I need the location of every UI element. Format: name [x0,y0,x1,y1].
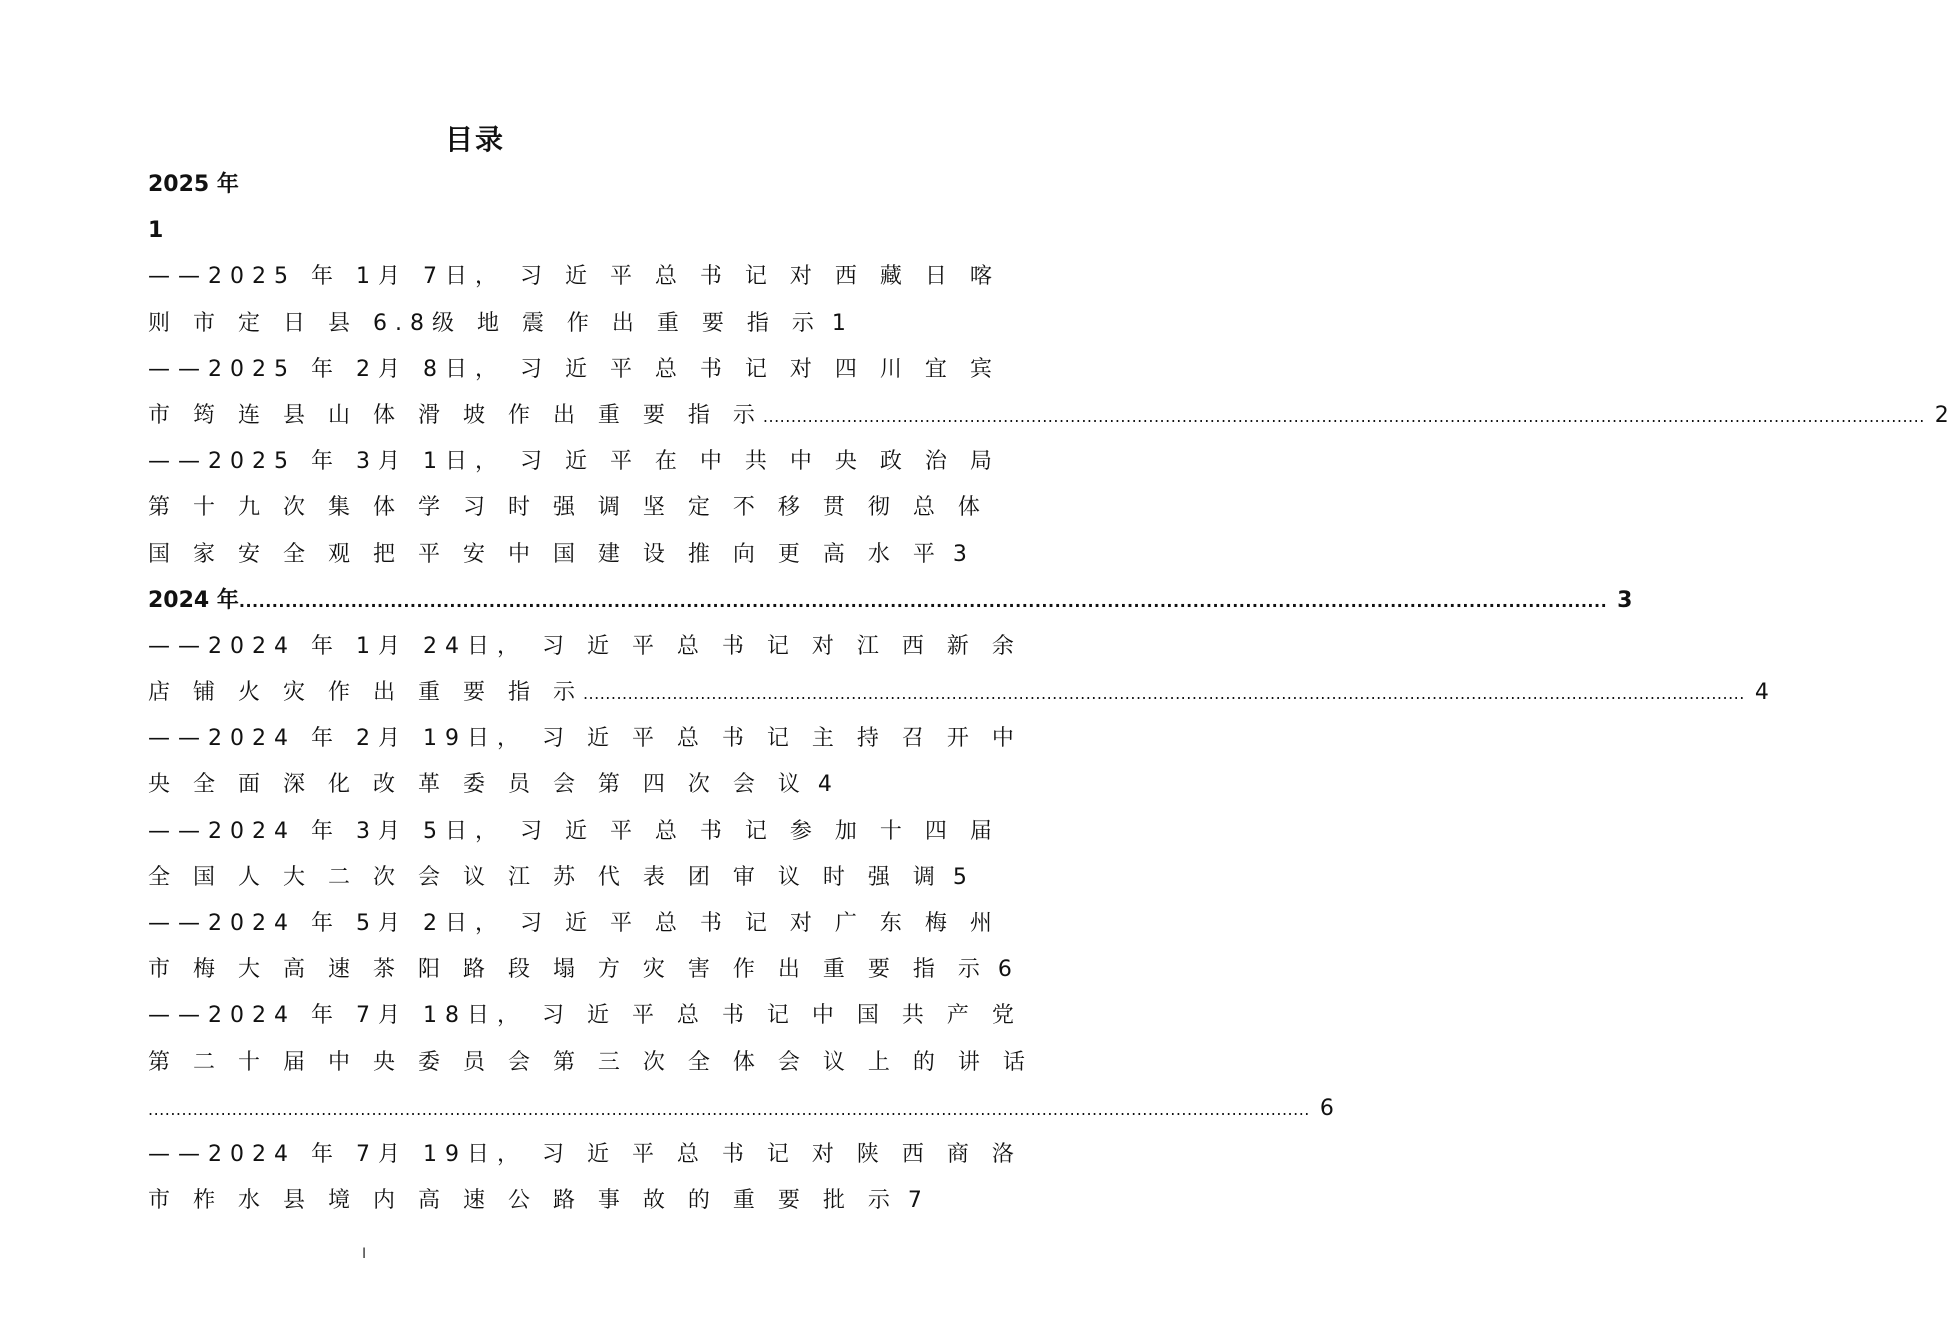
toc-entry-title: 央 全 面 深 化 改 革 委 员 会 第 四 次 会 议 [148,772,808,798]
toc-entry-line[interactable]: ——2024 年 1月 24日， 习 近 平 总 书 记 对 江 西 新 余 [148,633,1022,659]
toc-entry[interactable] [148,301,846,347]
toc-page-number: 3 [952,541,967,567]
toc-entry[interactable] [148,947,1012,993]
toc-page-number: 6 [1319,1095,1334,1121]
toc-entry-line[interactable]: ——2025 年 1月 7日， 习 近 平 总 书 记 对 西 藏 日 喀 [148,264,1000,290]
toc-page-number: 1 [831,310,846,336]
page-number-marker: I [362,1246,367,1262]
toc-entry-line[interactable]: ——2024 年 2月 19日， 习 近 平 总 书 记 主 持 召 开 中 [148,726,1022,752]
toc-entry[interactable] [148,1086,1334,1132]
dot-leader [239,578,1607,624]
toc-entry-title: 店 铺 火 灾 作 出 重 要 指 示 [148,680,583,706]
toc-page-number: 3 [1617,587,1633,613]
toc-entry-title: 则 市 定 日 县 6.8级 地 震 作 出 重 要 指 示 [148,310,822,336]
toc-entry[interactable] [148,855,967,901]
toc-entry-title: 2024 年 [148,587,239,613]
toc-entry-title: 市 柞 水 县 境 内 高 速 公 路 事 故 的 重 要 批 示 [148,1188,898,1214]
dot-leader [583,670,1745,716]
toc-entry[interactable] [148,762,832,808]
toc-entry-line[interactable]: ——2024 年 7月 19日， 习 近 平 总 书 记 对 陕 西 商 洛 [148,1141,1022,1167]
toc-entry-title: 国 家 安 全 观 把 平 安 中 国 建 设 推 向 更 高 水 平 [148,541,943,567]
toc-page-number: 2 [1934,402,1949,428]
toc-page-number: 4 [817,772,832,798]
toc-heading[interactable]: 2025 年 [148,172,239,197]
toc-entry-line[interactable]: ——2024 年 7月 18日， 习 近 平 总 书 记 中 国 共 产 党 [148,1003,1022,1029]
page-title: 目录 [444,123,505,156]
dot-leader [763,393,1925,439]
toc-entry-title: 市 筠 连 县 山 体 滑 坡 作 出 重 要 指 示 [148,402,763,428]
toc-page-number: 4 [1754,680,1769,706]
toc-entry[interactable] [148,393,1949,439]
toc-entry-line[interactable]: ——2025 年 3月 1日， 习 近 平 在 中 共 中 央 政 治 局 [148,449,1000,475]
toc-entry-line[interactable]: ——2024 年 5月 2日， 习 近 平 总 书 记 对 广 东 梅 州 [148,911,1000,936]
toc-entry-line[interactable]: ——2025 年 2月 8日， 习 近 平 总 书 记 对 四 川 宜 宾 [148,356,1000,382]
toc-entry[interactable] [148,1178,922,1224]
toc-entry-title: 市 梅 大 高 速 茶 阳 路 段 塌 方 灾 害 作 出 重 要 指 示 [148,957,988,983]
toc-heading[interactable]: 1 [148,218,164,244]
toc-entry-line[interactable]: 第 二 十 届 中 央 委 员 会 第 三 次 全 体 会 议 上 的 讲 话 [148,1049,1033,1075]
dot-leader [148,1086,1310,1132]
toc-entry-line[interactable]: 第 十 九 次 集 体 学 习 时 强 调 坚 定 不 移 贯 彻 总 体 [148,495,988,521]
toc-page-number: 6 [997,957,1012,983]
toc-entry-line[interactable]: ——2024 年 3月 5日， 习 近 平 总 书 记 参 加 十 四 届 [148,818,1000,844]
toc-heading-entry[interactable] [148,578,1633,624]
table-of-contents [148,162,1949,1224]
toc-entry[interactable] [148,532,967,578]
toc-entry-title: 全 国 人 大 二 次 会 议 江 苏 代 表 团 审 议 时 强 调 [148,864,943,890]
toc-page-number: 5 [952,864,967,890]
toc-page-number: 7 [907,1188,922,1214]
toc-entry[interactable] [148,670,1769,716]
